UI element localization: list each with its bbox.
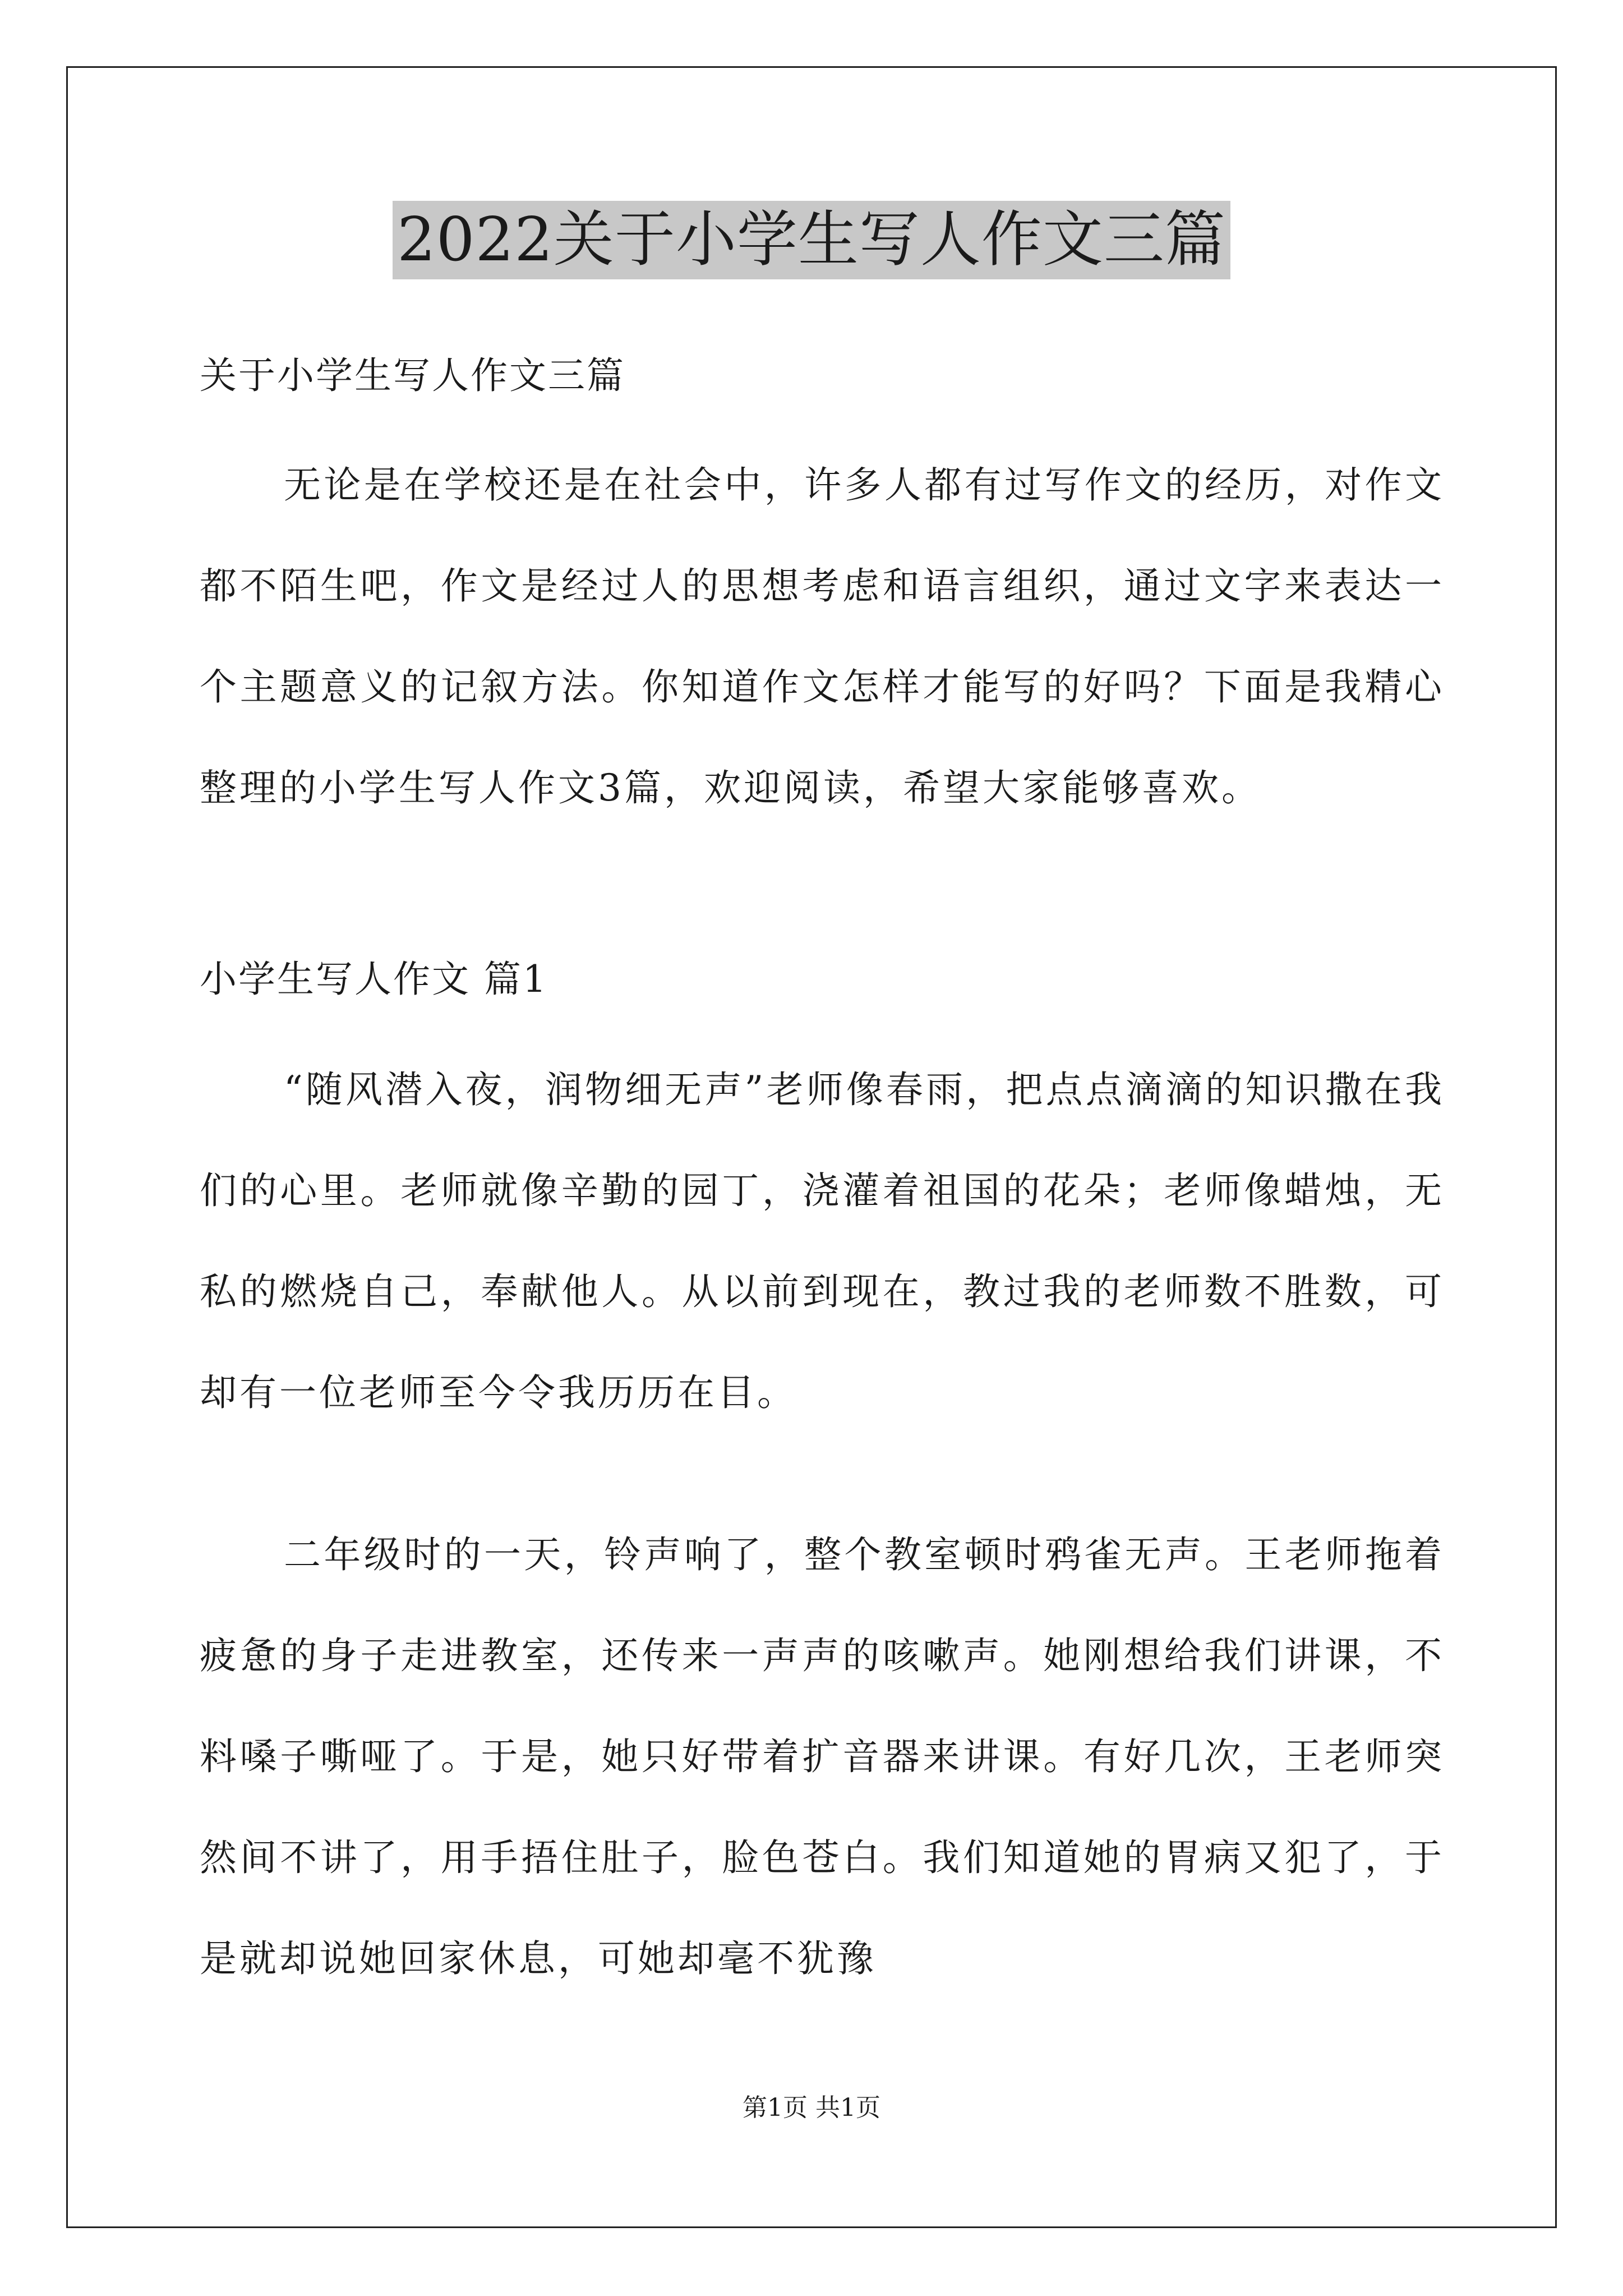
intro-paragraph: 无论是在学校还是在社会中，许多人都有过写作文的经历，对作文都不陌生吧，作文是经过人的思想考虑和语言组织，通过文字来表达一个主题意义的记叙方法。你知道作文怎样才能写的好吗？下面是我精心整理的小学生写人作文3篇，欢迎阅读，希望大家能够喜欢。 xyxy=(200,463,1445,809)
title-container xyxy=(0,201,1623,279)
document-title: 2022关于小学生写人作文三篇 xyxy=(393,201,1230,279)
section-heading: 小学生写人作文 篇1 xyxy=(200,958,548,1001)
section-paragraph: “随风潜入夜，润物细无声”老师像春雨，把点点滴滴的知识撒在我们的心里。老师就像辛勤的园丁，浇灌着祖国的花朵；老师像蜡烛，无私的燃烧自己，奉献他人。从以前到现在，教过我的老师数不胜数，可却有一位老师至今令我历历在目。 xyxy=(200,1068,1445,1414)
page-footer: 第1页 共1页 xyxy=(743,2093,880,2122)
section-paragraph: 二年级时的一天，铃声响了，整个教室顿时鸦雀无声。王老师拖着疲惫的身子走进教室，还传来一声声的咳嗽声。她刚想给我们讲课，不料嗓子嘶哑了。于是，她只好带着扩音器来讲课。有好几次，王老师突然间不讲了，用手捂住肚子，脸色苍白。我们知道她的胃病又犯了，于是就却说她回家休息，可她却毫不犹豫 xyxy=(200,1533,1445,1980)
document-subtitle: 关于小学生写人作文三篇 xyxy=(200,354,625,397)
